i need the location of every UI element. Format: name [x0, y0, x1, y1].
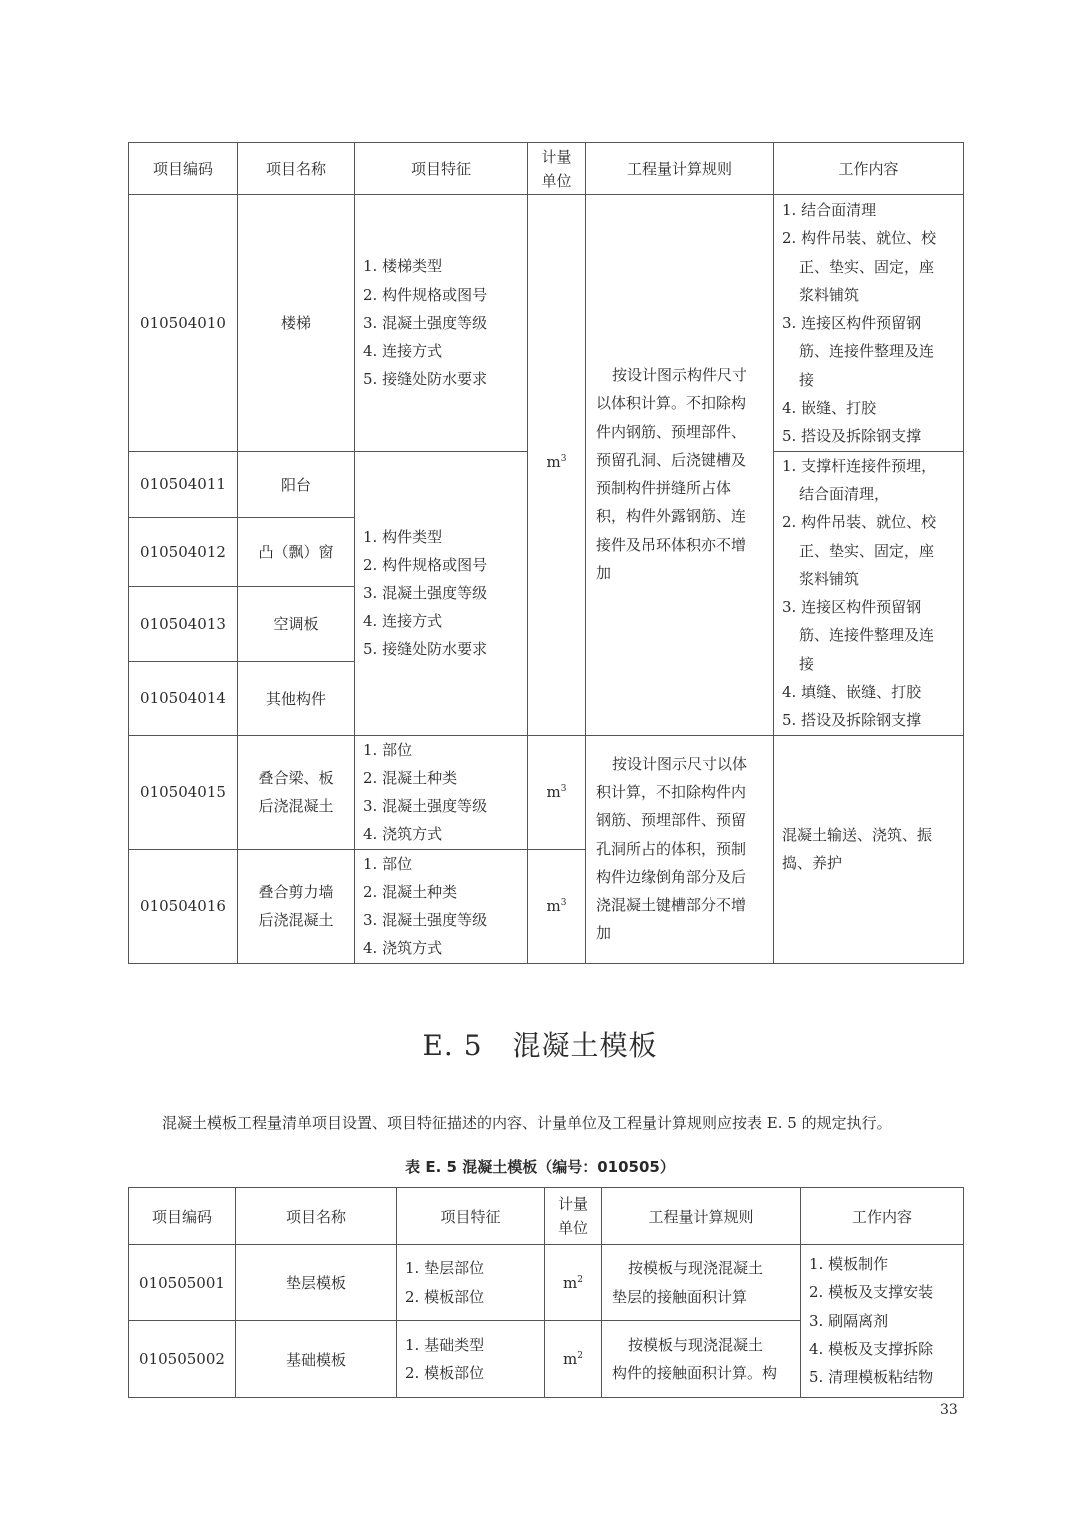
work-line: 3. 刷隔离剂: [809, 1311, 889, 1330]
feature-line: 4. 连接方式: [363, 341, 443, 360]
cell-name-line2: 后浇混凝土: [258, 911, 334, 930]
feature-line: 2. 模板部位: [405, 1364, 485, 1382]
work-line: 5. 搭设及拆除钢支撑: [782, 711, 922, 730]
work-line: 1. 支撑杆连接件预埋，: [782, 456, 937, 475]
cell-code: 010504014: [129, 662, 238, 736]
table-header-row: [129, 143, 964, 195]
header-name: 项目名称: [238, 143, 355, 195]
unit-base: m: [563, 1273, 578, 1292]
cell-feature-group: [355, 451, 528, 735]
table-row: [129, 735, 964, 849]
cell-code: 010504013: [129, 586, 238, 662]
header-unit: [545, 1188, 602, 1245]
rule-line: 孔洞所占的体积，预制: [596, 839, 747, 858]
header-feature: 项目特征: [397, 1188, 545, 1245]
cell-unit: [528, 735, 586, 849]
header-work: 工作内容: [801, 1188, 964, 1245]
work-line: 5. 清理模板粘结物: [809, 1368, 934, 1387]
header-unit-line2: 单位: [541, 171, 572, 190]
rule-line: 接件及吊环体积亦不增: [596, 535, 747, 554]
cell-name: 空调板: [238, 586, 355, 662]
cell-code: 010505001: [129, 1245, 236, 1321]
cell-work-post: [774, 735, 964, 963]
feature-line: 4. 浇筑方式: [363, 939, 443, 958]
rule-line: 以体积计算。不扣除构: [596, 394, 747, 413]
work-line: 接: [799, 370, 815, 389]
header-rule: 工程量计算规则: [586, 143, 774, 195]
feature-line: 1. 部位: [363, 854, 413, 873]
section-heading: [0, 1024, 1080, 1064]
work-line: 筋、连接件整理及连: [799, 626, 935, 645]
cell-feature-stair: [355, 195, 528, 452]
cell-name: [238, 735, 355, 849]
page-number: 33: [940, 1402, 958, 1418]
feature-line: 3. 混凝土强度等级: [363, 584, 488, 603]
work-line: 1. 模板制作: [809, 1255, 889, 1273]
section-title: 混凝土模板: [512, 1029, 658, 1062]
unit-exp: 3: [560, 454, 567, 464]
header-code: 项目编码: [129, 143, 238, 195]
feature-line: 1. 部位: [363, 740, 413, 759]
header-unit: [528, 143, 586, 195]
cell-code: 010504015: [129, 735, 238, 849]
header-name: 项目名称: [236, 1188, 397, 1245]
rule-line: 按设计图示构件尺寸: [612, 366, 748, 384]
work-line: 2. 模板及支撑安装: [809, 1283, 934, 1302]
unit-exp: 2: [577, 1274, 583, 1285]
cell-unit: [528, 195, 586, 736]
feature-line: 1. 构件类型: [363, 527, 443, 546]
work-line: 4. 嵌缝、打胶: [782, 399, 877, 418]
feature-line: 3. 混凝土强度等级: [363, 911, 488, 930]
feature-line: 4. 浇筑方式: [363, 825, 443, 844]
table-010505: [128, 1187, 964, 1398]
cell-feature: [397, 1245, 545, 1321]
unit-base: m: [546, 453, 561, 471]
feature-line: 4. 连接方式: [363, 612, 443, 631]
cell-name: 其他构件: [238, 662, 355, 736]
rule-line: 构件边缘倒角部分及后: [596, 867, 747, 886]
rule-line: 浇混凝土键槽部分不增: [596, 896, 747, 915]
work-line: 正、垫实、固定，座: [799, 541, 935, 560]
unit-base: m: [546, 897, 561, 916]
rule-line: 积计算，不扣除构件内: [596, 782, 747, 801]
rule-line: 钢筋、预埋部件、预留: [596, 811, 747, 830]
cell-name-line1: 叠合剪力墙: [258, 883, 334, 902]
cell-code: 010504012: [129, 518, 238, 586]
rule-line: 按模板与现浇混凝土: [628, 1259, 764, 1278]
header-feature: 项目特征: [355, 143, 528, 195]
cell-name-line2: 后浇混凝土: [258, 797, 334, 816]
header-work: 工作内容: [774, 143, 964, 195]
rule-line: 预制构件拼缝所占体: [596, 479, 732, 498]
feature-line: 3. 混凝土强度等级: [363, 313, 488, 332]
header-rule: 工程量计算规则: [602, 1188, 801, 1245]
cell-rule-main: [586, 195, 774, 736]
work-line: 1. 结合面清理: [782, 201, 877, 219]
work-line: 3. 连接区构件预留钢: [782, 598, 922, 617]
rule-line: 垫层的接触面积计算: [612, 1287, 748, 1306]
header-unit-line1: 计量: [557, 1195, 588, 1213]
feature-line: 2. 构件规格或图号: [363, 285, 488, 304]
cell-unit: [545, 1321, 602, 1398]
work-line: 正、垫实、固定，座: [799, 257, 935, 276]
feature-line: 3. 混凝土强度等级: [363, 797, 488, 816]
rule-line: 按模板与现浇混凝土: [628, 1335, 764, 1354]
feature-line: 2. 混凝土种类: [363, 768, 458, 787]
work-line: 结合面清理，: [799, 484, 890, 503]
table-caption: 表 E. 5 混凝土模板（编号：010505）: [405, 1158, 675, 1176]
cell-name: 垫层模板: [236, 1245, 397, 1321]
header-code: 项目编码: [129, 1188, 236, 1245]
cell-work-stair: [774, 195, 964, 452]
cell-name-line1: 叠合梁、板: [258, 769, 334, 788]
work-line: 3. 连接区构件预留钢: [782, 314, 922, 333]
work-line: 4. 模板及支撑拆除: [809, 1339, 934, 1358]
work-line: 接: [799, 654, 815, 673]
cell-work: [801, 1245, 964, 1398]
rule-line: 件内钢筋、预埋部件、: [596, 422, 747, 441]
cell-unit: [545, 1245, 602, 1321]
header-unit-line1: 计量: [541, 147, 572, 166]
unit-base: m: [546, 783, 561, 802]
cell-rule: [602, 1321, 801, 1398]
work-line: 混凝土输送、浇筑、振: [782, 825, 933, 844]
cell-code: 010505002: [129, 1321, 236, 1398]
unit-exp: 2: [577, 1351, 583, 1361]
intro-paragraph: 混凝土模板工程量清单项目设置、项目特征描述的内容、计量单位及工程量计算规则应按表 E. 5 的规定执行。: [162, 1114, 892, 1132]
rule-line: 加: [596, 924, 612, 943]
cell-feature-row16: [355, 849, 528, 963]
cell-name: 楼梯: [238, 195, 355, 452]
work-line: 2. 构件吊装、就位、校: [782, 513, 937, 532]
cell-name: 阳台: [238, 451, 355, 517]
cell-rule-post: [586, 735, 774, 963]
feature-line: 5. 接缝处防水要求: [363, 370, 488, 389]
table-header-row: [129, 1188, 964, 1245]
feature-line: 2. 构件规格或图号: [363, 555, 488, 574]
unit-exp: 3: [560, 898, 567, 909]
feature-line: 1. 楼梯类型: [363, 257, 443, 276]
work-line: 筋、连接件整理及连: [799, 342, 935, 361]
work-line: 浆料铺筑: [799, 569, 860, 588]
work-line: 2. 构件吊装、就位、校: [782, 229, 937, 248]
work-line: 4. 填缝、嵌缝、打胶: [782, 683, 922, 702]
rule-line: 积，构件外露钢筋、连: [596, 507, 747, 526]
cell-name: [238, 849, 355, 963]
cell-rule: [602, 1245, 801, 1321]
feature-line: 2. 模板部位: [405, 1287, 485, 1306]
rule-line: 加: [596, 564, 612, 583]
cell-unit: [528, 849, 586, 963]
unit-exp: 3: [560, 784, 567, 795]
header-unit-line2: 单位: [557, 1219, 588, 1237]
cell-name: 基础模板: [236, 1321, 397, 1398]
unit-base: m: [563, 1350, 578, 1368]
work-line: 浆料铺筑: [799, 285, 860, 304]
rule-line: 预留孔洞、后浇键槽及: [596, 450, 747, 469]
cell-work-group: [774, 451, 964, 735]
work-line: 捣、养护: [782, 854, 843, 873]
table-row: [129, 1245, 964, 1321]
cell-code: 010504010: [129, 195, 238, 452]
cell-code: 010504016: [129, 849, 238, 963]
feature-line: 1. 垫层部位: [405, 1259, 485, 1278]
rule-line: 构件的接触面积计算。构: [612, 1364, 778, 1382]
cell-name: 凸（飘）窗: [238, 518, 355, 586]
section-number: E. 5: [422, 1029, 483, 1062]
table-row: [129, 195, 964, 452]
cell-code: 010504011: [129, 451, 238, 517]
table-010504: [128, 142, 964, 964]
cell-feature-row15: [355, 735, 528, 849]
rule-line: 按设计图示尺寸以体: [612, 754, 748, 773]
feature-line: 2. 混凝土种类: [363, 882, 458, 901]
feature-line: 5. 接缝处防水要求: [363, 640, 488, 659]
feature-line: 1. 基础类型: [405, 1335, 485, 1354]
cell-feature: [397, 1321, 545, 1398]
work-line: 5. 搭设及拆除钢支撑: [782, 427, 922, 446]
